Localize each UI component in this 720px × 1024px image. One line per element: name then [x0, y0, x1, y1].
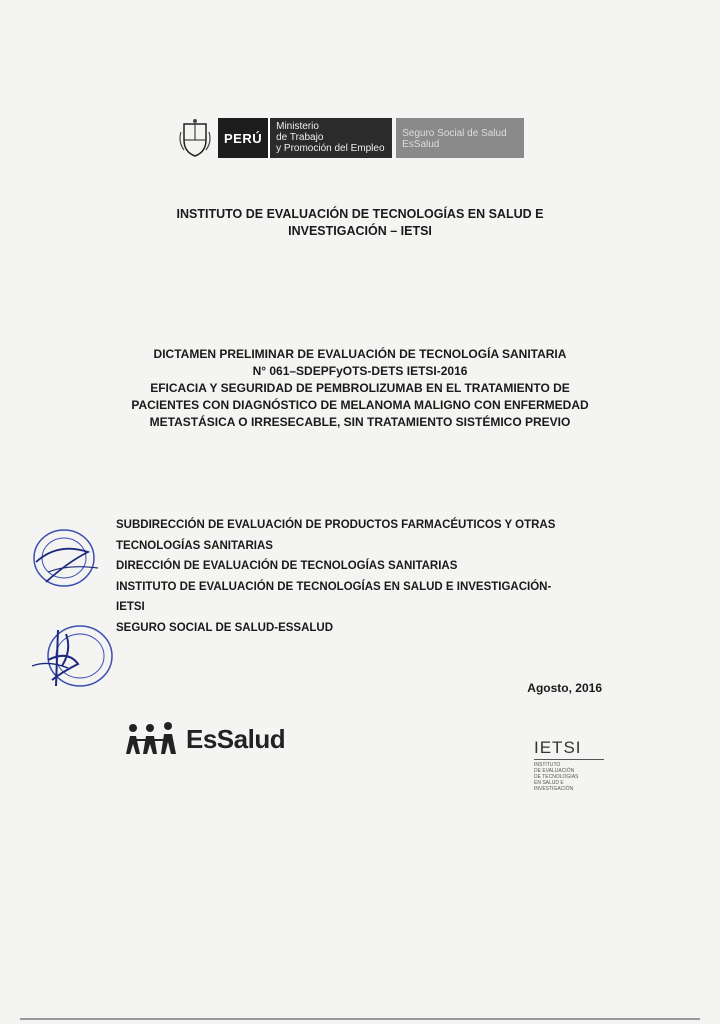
ietsi-wordmark: IETSI [534, 738, 604, 760]
dictamen-title: DICTAMEN PRELIMINAR DE EVALUACIÓN DE TECNOLOGÍA SANITARIA N° 061–SDEPFyOTS-DETS IETSI-2016 EFICACIA Y SEGURIDAD DE PEMBROLIZUMAB EN EL TRATAMIENTO DE PACIENTES CON DIAGNÓSTICO DE MELANOMA MALIGNO CON ENFERMEDAD METASTÁSICA O IRRESECABLE, SIN TRATAMIENTO SISTÉMICO PREVIO [131, 347, 589, 429]
document-date: Agosto, 2016 [527, 681, 602, 695]
authoring-units: SUBDIRECCIÓN DE EVALUACIÓN DE PRODUCTOS FARMACÉUTICOS Y OTRAS TECNOLOGÍAS SANITARIAS DIRECCIÓN DE EVALUACIÓN DE TECNOLOGÍAS SANITARIAS INSTITUTO DE EVALUACIÓN DE TECNOLOGÍAS EN SALUD E INVESTIGACIÓN- IETSI SEGURO SOCIAL DE SALUD-ESSALUD [116, 519, 556, 634]
essalud-wordmark: EsSalud [186, 723, 286, 754]
family-figures-icon [124, 722, 184, 756]
ministry-label: Ministerio de Trabajo y Promoción del Empleo [270, 118, 392, 158]
peru-coat-of-arms-icon [178, 118, 212, 158]
signature-stamp-icon [28, 620, 120, 694]
peru-label: PERÚ [218, 118, 270, 158]
official-stamp-icon [28, 522, 110, 594]
bottom-edge-rule [20, 1018, 700, 1020]
institute-title: INSTITUTO DE EVALUACIÓN DE TECNOLOGÍAS EN SALUD E INVESTIGACIÓN – IETSI [176, 207, 544, 238]
ietsi-logo [534, 738, 604, 792]
ietsi-subtitle: INSTITUTO DE EVALUACIÓN DE TECNOLOGÍAS EN SALUD E INVESTIGACIÓN [534, 762, 579, 792]
government-banner [178, 118, 524, 158]
essalud-banner-label: Seguro Social de Salud EsSalud [396, 118, 524, 158]
essalud-logo [124, 722, 285, 756]
